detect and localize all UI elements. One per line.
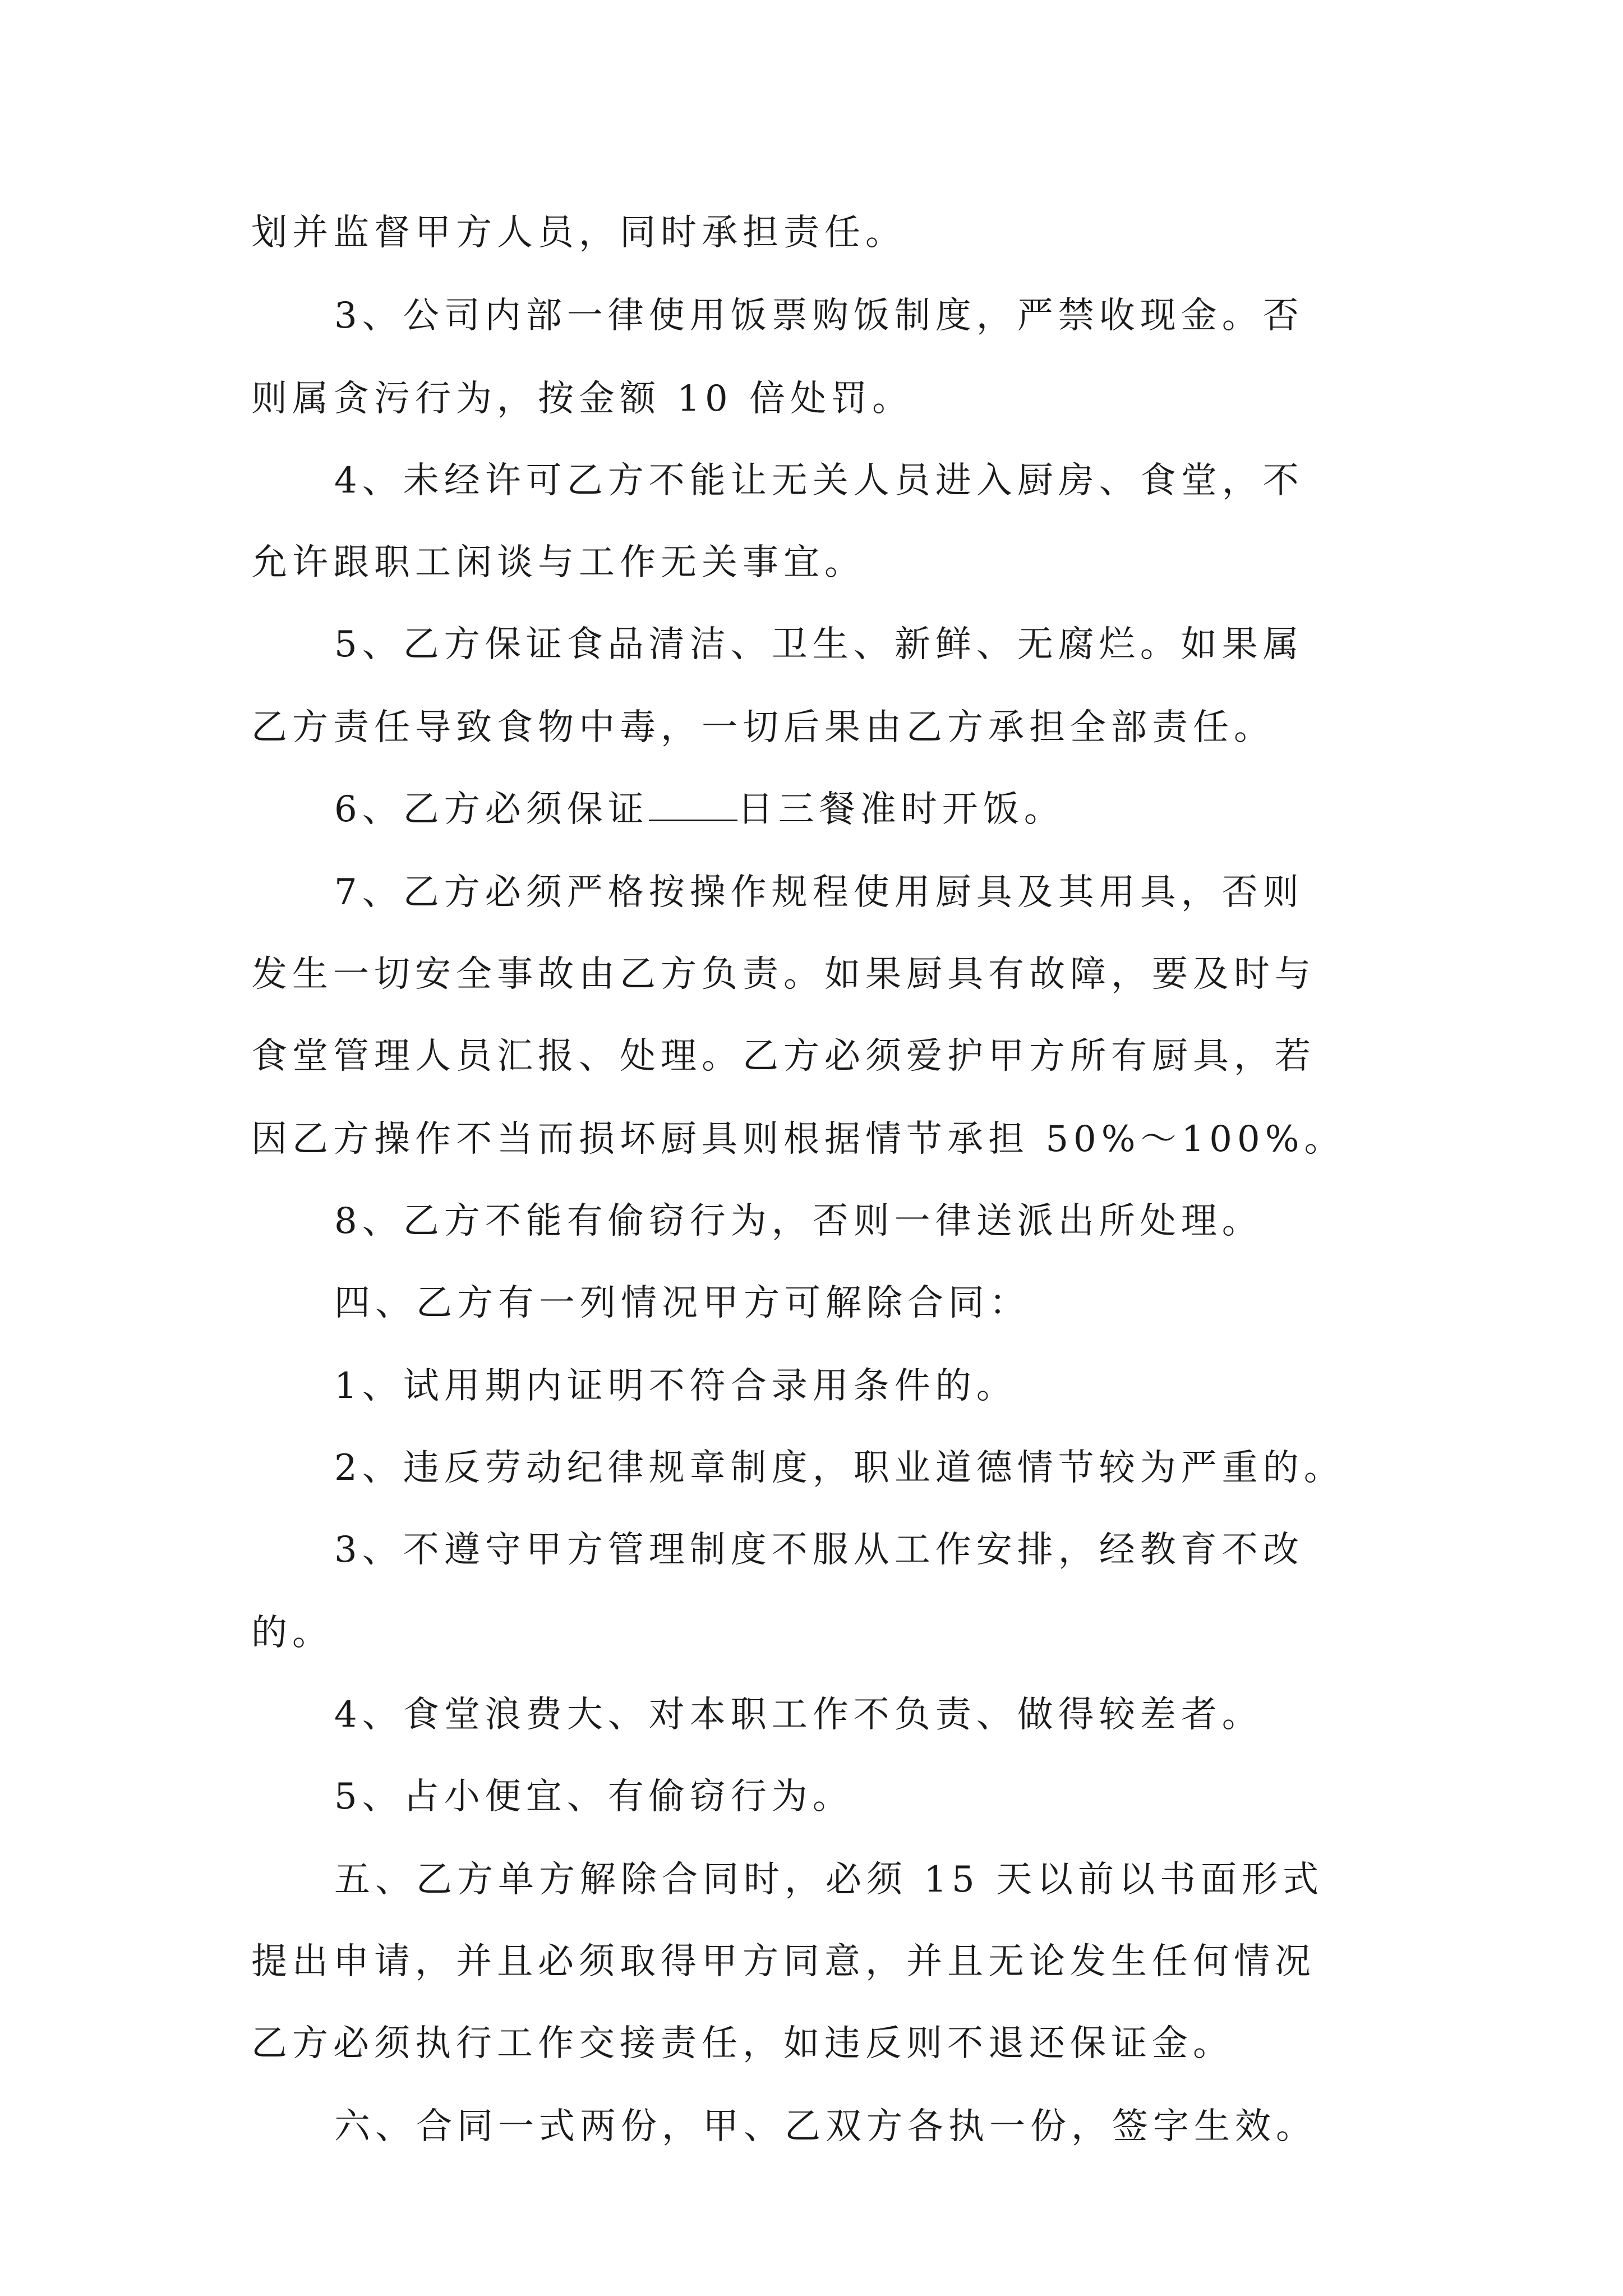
text-line: 8、乙方不能有偷窃行为，否则一律送派出所处理。 <box>334 1200 1263 1242</box>
text-line: 则属贪污行为，按金额 10 倍处罚。 <box>251 378 914 420</box>
text-line: 因乙方操作不当而损坏厨具则根据情节承担 50%～100%。 <box>251 1119 1345 1160</box>
text-segment: 日三餐准时开饭。 <box>737 789 1065 830</box>
text-line: 5、乙方保证食品清洁、卫生、新鲜、无腐烂。如果属 <box>334 624 1304 665</box>
section-heading: 四、乙方有一列情况甲方可解除合同： <box>334 1282 1030 1324</box>
text-line: 3、公司内部一律使用饭票购饭制度，严禁收现金。否 <box>334 295 1304 337</box>
text-line-with-blank <box>334 784 1065 835</box>
text-line: 划并监督甲方人员，同时承担责任。 <box>251 212 906 254</box>
text-line: 乙方责任导致食物中毒，一切后果由乙方承担全部责任。 <box>251 707 1275 748</box>
text-line: 的。 <box>251 1612 333 1654</box>
text-line: 2、违反劳动纪律规章制度，职业道德情节较为严重的。 <box>334 1447 1345 1489</box>
text-segment: 6、乙方必须保证 <box>334 789 649 830</box>
text-line: 乙方必须执行工作交接责任，如违反则不退还保证金。 <box>251 2023 1234 2064</box>
text-line: 4、食堂浪费大、对本职工作不负责、做得较差者。 <box>334 1694 1263 1736</box>
text-line: 食堂管理人员汇报、处理。乙方必须爱护甲方所有厨具，若 <box>251 1036 1316 1077</box>
text-line: 1、试用期内证明不符合录用条件的。 <box>334 1365 1017 1407</box>
text-line: 4、未经许可乙方不能让无关人员进入厨房、食堂，不 <box>334 460 1304 501</box>
section-heading: 六、合同一式两份，甲、乙双方各执一份，签字生效。 <box>334 2106 1317 2147</box>
section-heading: 五、乙方单方解除合同时，必须 15 天以前以书面形式 <box>334 1859 1324 1901</box>
text-line: 5、占小便宜、有偷窃行为。 <box>334 1776 854 1818</box>
text-line: 发生一切安全事故由乙方负责。如果厨具有故障，要及时与 <box>251 954 1316 995</box>
text-line: 允许跟职工闲谈与工作无关事宜。 <box>251 542 865 583</box>
text-line: 提出申请，并且必须取得甲方同意，并且无论发生任何情况 <box>251 1941 1316 1982</box>
text-line: 3、不遵守甲方管理制度不服从工作安排，经教育不改 <box>334 1529 1304 1571</box>
text-line: 7、乙方必须严格按操作规程使用厨具及其用具，否则 <box>334 872 1304 913</box>
blank-field <box>649 787 737 821</box>
